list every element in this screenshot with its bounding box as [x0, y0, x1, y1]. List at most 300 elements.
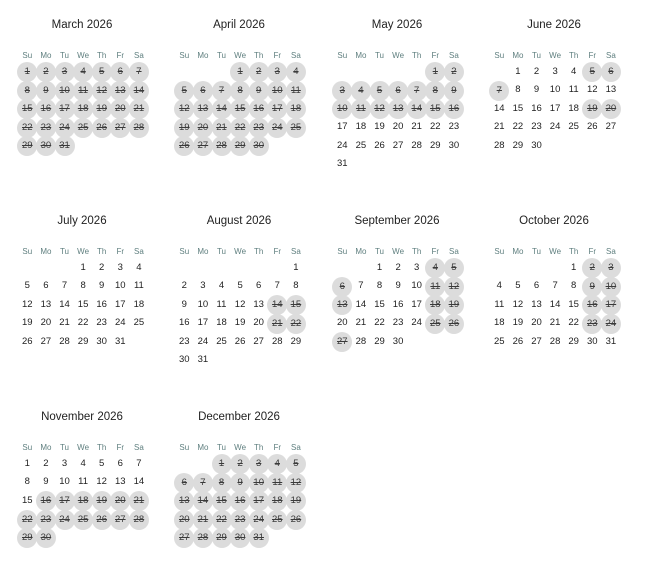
weekday-label: Tu — [374, 247, 384, 256]
month-calendar — [175, 213, 315, 383]
unavailable-day: 24 — [55, 118, 75, 138]
available-day[interactable]: 13 — [605, 84, 617, 96]
unavailable-day: 17 — [55, 491, 75, 511]
available-day[interactable]: 30 — [392, 335, 404, 347]
unavailable-day: 30 — [230, 528, 250, 548]
available-day[interactable]: 14 — [549, 298, 561, 310]
weekday-label: Tu — [216, 247, 226, 256]
month-calendar — [18, 17, 158, 187]
unavailable-day: 9 — [582, 277, 602, 297]
available-day[interactable]: 27 — [531, 335, 542, 347]
available-day[interactable]: 26 — [512, 335, 524, 347]
unavailable-day: 30 — [36, 136, 56, 156]
weekday-label: Tu — [374, 51, 384, 60]
unavailable-day: 27 — [332, 332, 352, 352]
available-day[interactable]: 14 — [59, 298, 70, 310]
available-day[interactable]: 1 — [515, 66, 521, 77]
weekday-label: Tu — [531, 247, 541, 256]
available-day[interactable]: 8 — [515, 84, 521, 96]
available-day[interactable]: 7 — [136, 458, 142, 469]
available-day[interactable]: 30 — [179, 354, 190, 365]
weekday-label: Mo — [40, 443, 52, 452]
unavailable-day: 20 — [601, 99, 621, 119]
unavailable-day: 28 — [129, 510, 149, 530]
available-day[interactable]: 2 — [99, 262, 105, 273]
unavailable-day: 14 — [193, 491, 213, 511]
available-day[interactable]: 18 — [494, 317, 505, 329]
month-title: July 2026 — [57, 215, 107, 227]
available-day[interactable]: 7 — [552, 280, 558, 292]
weekday-label: Fr — [273, 443, 282, 452]
weekday-label: Mo — [355, 51, 367, 60]
available-day[interactable]: 25 — [355, 139, 367, 151]
available-day[interactable]: 6 — [43, 280, 49, 292]
available-day[interactable]: 24 — [411, 317, 422, 329]
weekday-label: Su — [337, 51, 348, 60]
weekday-label: Su — [22, 51, 33, 60]
available-day[interactable]: 31 — [197, 354, 209, 365]
available-day[interactable]: 1 — [571, 262, 577, 273]
available-day[interactable]: 24 — [549, 121, 561, 133]
available-day[interactable]: 11 — [216, 298, 227, 310]
unavailable-day: 18 — [73, 491, 93, 511]
unavailable-day: 22 — [230, 118, 250, 138]
weekday-label: Mo — [197, 51, 209, 60]
available-day[interactable]: 20 — [531, 317, 542, 329]
available-day[interactable]: 7 — [358, 280, 364, 292]
available-day[interactable]: 9 — [395, 280, 401, 292]
unavailable-day: 27 — [174, 528, 194, 548]
available-day[interactable]: 22 — [430, 121, 441, 133]
month-title: September 2026 — [354, 215, 440, 227]
unavailable-day: 20 — [174, 510, 194, 530]
available-day[interactable]: 28 — [355, 335, 367, 347]
unavailable-day: 2 — [444, 62, 464, 82]
available-day[interactable]: 8 — [376, 280, 383, 292]
available-day[interactable]: 22 — [77, 317, 89, 329]
available-day[interactable]: 21 — [549, 317, 561, 329]
available-day[interactable]: 16 — [96, 298, 107, 310]
weekday-label: Fr — [431, 51, 440, 60]
weekday-label: Th — [97, 51, 107, 60]
available-day[interactable]: 13 — [531, 298, 542, 310]
available-day[interactable]: 10 — [197, 298, 209, 310]
month-calendar — [333, 17, 473, 187]
available-day[interactable]: 6 — [117, 458, 123, 469]
weekday-label: We — [77, 51, 90, 60]
weekday-label: Th — [412, 51, 422, 60]
available-day[interactable]: 17 — [337, 121, 348, 133]
month-calendar — [175, 409, 315, 579]
available-day[interactable]: 8 — [80, 280, 86, 292]
unavailable-day: 19 — [92, 99, 112, 119]
unavailable-day: 17 — [601, 295, 621, 315]
available-day[interactable]: 17 — [549, 102, 561, 114]
weekday-label: Fr — [116, 247, 125, 256]
available-day[interactable]: 6 — [256, 280, 262, 292]
available-day[interactable]: 25 — [568, 121, 579, 133]
available-day[interactable]: 28 — [59, 335, 70, 347]
unavailable-day: 21 — [129, 99, 149, 119]
available-day[interactable]: 23 — [392, 317, 404, 329]
weekday-label: Mo — [512, 247, 524, 256]
weekday-label: Fr — [273, 247, 282, 256]
available-day[interactable]: 30 — [531, 139, 542, 151]
available-day[interactable]: 13 — [115, 476, 126, 488]
unavailable-day: 1 — [17, 62, 37, 82]
unavailable-day: 15 — [230, 99, 250, 119]
unavailable-day: 28 — [212, 136, 232, 156]
available-day[interactable]: 10 — [59, 476, 70, 488]
unavailable-day: 1 — [212, 454, 232, 474]
available-day[interactable]: 15 — [77, 298, 89, 310]
weekday-label: Fr — [588, 247, 597, 256]
weekday-label: Tu — [59, 443, 69, 452]
unavailable-day: 1 — [425, 62, 445, 82]
available-day[interactable]: 3 — [552, 66, 558, 77]
available-day[interactable]: 4 — [218, 280, 225, 292]
available-day[interactable]: 2 — [533, 66, 540, 77]
available-day[interactable]: 23 — [179, 335, 190, 347]
unavailable-day: 27 — [110, 510, 130, 530]
available-day[interactable]: 9 — [99, 280, 105, 292]
weekday-label: Sa — [448, 51, 459, 60]
available-day[interactable]: 5 — [237, 280, 243, 292]
weekday-label: We — [77, 247, 90, 256]
available-day[interactable]: 28 — [272, 335, 283, 347]
unavailable-day: 6 — [174, 473, 194, 493]
unavailable-day: 3 — [332, 81, 352, 101]
available-day[interactable]: 17 — [411, 298, 422, 310]
available-day[interactable]: 9 — [43, 476, 49, 488]
available-day[interactable]: 6 — [533, 280, 540, 292]
unavailable-day: 6 — [193, 81, 213, 101]
unavailable-day: 8 — [212, 473, 232, 493]
unavailable-day: 16 — [582, 295, 602, 315]
available-day[interactable]: 5 — [24, 280, 30, 292]
month-calendar — [18, 409, 158, 579]
available-day[interactable]: 28 — [411, 139, 422, 151]
available-day[interactable]: 26 — [234, 335, 246, 347]
unavailable-day: 28 — [193, 528, 213, 548]
month-title: May 2026 — [371, 19, 423, 31]
unavailable-day: 16 — [36, 99, 56, 119]
available-day[interactable]: 12 — [234, 298, 246, 310]
available-day[interactable]: 9 — [181, 298, 187, 310]
available-day[interactable]: 4 — [136, 262, 142, 273]
weekday-label: We — [392, 247, 405, 256]
unavailable-day: 18 — [286, 99, 306, 119]
unavailable-day: 19 — [582, 99, 602, 119]
weekday-label: Sa — [290, 51, 301, 60]
available-day[interactable]: 20 — [40, 317, 52, 329]
available-day[interactable]: 11 — [133, 280, 144, 292]
unavailable-day: 11 — [267, 473, 287, 493]
available-day[interactable]: 28 — [494, 139, 505, 151]
unavailable-day: 6 — [601, 62, 621, 82]
unavailable-day: 21 — [193, 510, 213, 530]
available-day[interactable]: 29 — [568, 335, 579, 347]
available-day[interactable]: 12 — [22, 298, 33, 310]
unavailable-day: 28 — [129, 118, 149, 138]
unavailable-day: 26 — [286, 510, 306, 530]
month-title: June 2026 — [527, 19, 581, 31]
weekday-label: Su — [179, 247, 190, 256]
available-day[interactable]: 11 — [78, 476, 89, 488]
available-day[interactable]: 22 — [568, 317, 579, 329]
available-day[interactable]: 27 — [40, 335, 52, 347]
available-day[interactable]: 15 — [22, 494, 33, 506]
available-day[interactable]: 1 — [80, 262, 86, 273]
unavailable-day: 12 — [370, 99, 390, 119]
available-day[interactable]: 27 — [605, 121, 617, 133]
available-day[interactable]: 2 — [181, 280, 187, 292]
unavailable-day: 1 — [230, 62, 250, 82]
unavailable-day: 22 — [286, 314, 306, 334]
available-day[interactable]: 3 — [200, 280, 206, 292]
month-calendar — [18, 213, 158, 383]
unavailable-day: 15 — [17, 99, 37, 119]
available-day[interactable]: 31 — [115, 335, 126, 347]
available-day[interactable]: 2 — [43, 458, 49, 469]
unavailable-day: 5 — [286, 454, 306, 474]
available-day[interactable]: 10 — [115, 280, 126, 292]
available-day[interactable]: 5 — [99, 458, 105, 469]
available-day[interactable]: 29 — [374, 335, 385, 347]
available-day[interactable]: 4 — [80, 458, 86, 469]
available-day[interactable]: 18 — [216, 317, 227, 329]
unavailable-day: 16 — [249, 99, 269, 119]
available-day[interactable]: 18 — [568, 102, 579, 114]
available-day[interactable]: 26 — [374, 139, 385, 151]
available-day[interactable]: 23 — [96, 317, 107, 329]
weekday-label: Th — [254, 247, 264, 256]
available-day[interactable]: 30 — [587, 335, 598, 347]
available-day[interactable]: 10 — [411, 280, 422, 292]
available-day[interactable]: 17 — [115, 298, 126, 310]
available-day[interactable]: 20 — [337, 317, 348, 329]
available-day[interactable]: 25 — [133, 317, 145, 329]
available-day[interactable]: 14 — [133, 476, 145, 488]
unavailable-day: 17 — [267, 99, 287, 119]
available-day[interactable]: 21 — [355, 317, 367, 329]
available-day[interactable]: 19 — [22, 317, 33, 329]
weekday-label: Th — [97, 443, 107, 452]
unavailable-day: 22 — [212, 510, 232, 530]
available-day[interactable]: 17 — [197, 317, 209, 329]
unavailable-day: 16 — [36, 491, 56, 511]
available-day[interactable]: 11 — [494, 298, 505, 310]
available-day[interactable]: 29 — [77, 335, 89, 347]
available-day[interactable]: 30 — [448, 139, 460, 151]
available-day[interactable]: 16 — [179, 317, 190, 329]
available-day[interactable]: 23 — [531, 121, 542, 133]
available-day[interactable]: 13 — [40, 298, 52, 310]
available-day[interactable]: 13 — [253, 298, 264, 310]
available-day[interactable]: 20 — [392, 121, 404, 133]
available-day[interactable]: 12 — [96, 476, 107, 488]
available-day[interactable]: 9 — [533, 84, 540, 96]
unavailable-day: 21 — [129, 491, 149, 511]
available-day[interactable]: 19 — [234, 317, 246, 329]
unavailable-day: 3 — [601, 258, 621, 278]
month-title: December 2026 — [198, 411, 280, 423]
weekday-label: Mo — [40, 247, 52, 256]
available-day[interactable]: 26 — [587, 121, 598, 133]
unavailable-day: 3 — [267, 62, 287, 82]
weekday-label: Fr — [116, 51, 125, 60]
unavailable-day: 23 — [36, 118, 56, 138]
available-day[interactable]: 19 — [512, 317, 524, 329]
weekday-label: Sa — [133, 443, 144, 452]
unavailable-day: 29 — [230, 136, 250, 156]
weekday-label: Mo — [512, 51, 524, 60]
unavailable-day: 25 — [286, 118, 306, 138]
unavailable-day: 23 — [230, 510, 250, 530]
available-day[interactable]: 7 — [274, 280, 280, 292]
unavailable-day: 2 — [582, 258, 602, 278]
weekday-label: Su — [494, 51, 505, 60]
weekday-label: Th — [569, 247, 579, 256]
available-day[interactable]: 16 — [531, 102, 542, 114]
unavailable-day: 19 — [444, 295, 464, 315]
month-calendar — [175, 17, 315, 187]
unavailable-day: 18 — [73, 99, 93, 119]
available-day[interactable]: 25 — [216, 335, 227, 347]
available-day[interactable]: 27 — [392, 139, 404, 151]
available-day[interactable]: 19 — [374, 121, 385, 133]
available-day[interactable]: 22 — [374, 317, 385, 329]
unavailable-day: 4 — [73, 62, 93, 82]
available-day[interactable]: 2 — [395, 262, 401, 273]
unavailable-day: 4 — [425, 258, 445, 278]
unavailable-day: 23 — [36, 510, 56, 530]
unavailable-day: 15 — [286, 295, 306, 315]
unavailable-day: 2 — [230, 454, 250, 474]
available-day[interactable]: 3 — [61, 458, 68, 469]
unavailable-day: 2 — [36, 62, 56, 82]
available-day[interactable]: 10 — [549, 84, 561, 96]
available-day[interactable]: 16 — [392, 298, 404, 310]
weekday-label: Sa — [290, 247, 301, 256]
unavailable-day: 31 — [249, 528, 269, 548]
available-day[interactable]: 1 — [376, 262, 383, 273]
month-calendar — [490, 17, 630, 187]
unavailable-day: 13 — [174, 491, 194, 511]
available-day[interactable]: 22 — [512, 121, 524, 133]
available-day[interactable]: 27 — [253, 335, 264, 347]
unavailable-day: 22 — [17, 510, 37, 530]
available-day[interactable]: 1 — [293, 262, 299, 273]
unavailable-day: 10 — [249, 473, 269, 493]
available-day[interactable]: 31 — [337, 158, 348, 169]
available-day[interactable]: 8 — [293, 280, 299, 292]
weekday-label: Su — [337, 247, 348, 256]
available-day[interactable]: 28 — [549, 335, 561, 347]
unavailable-day: 6 — [110, 62, 130, 82]
available-day[interactable]: 15 — [374, 298, 385, 310]
unavailable-day: 9 — [230, 473, 250, 493]
unavailable-day: 18 — [425, 295, 445, 315]
available-day[interactable]: 7 — [61, 280, 68, 292]
available-day[interactable]: 18 — [133, 298, 145, 310]
available-day[interactable]: 30 — [96, 335, 107, 347]
unavailable-day: 29 — [17, 528, 37, 548]
available-day[interactable]: 12 — [512, 298, 524, 310]
unavailable-day: 10 — [332, 99, 352, 119]
available-day[interactable]: 24 — [337, 139, 348, 151]
available-day[interactable]: 12 — [587, 84, 598, 96]
available-day[interactable]: 11 — [568, 84, 579, 96]
weekday-label: Sa — [448, 247, 459, 256]
unavailable-day: 12 — [286, 473, 306, 493]
available-day[interactable]: 29 — [430, 139, 441, 151]
unavailable-day: 10 — [267, 81, 287, 101]
month-title: March 2026 — [51, 19, 113, 31]
unavailable-day: 2 — [249, 62, 269, 82]
available-day[interactable]: 21 — [59, 317, 70, 329]
available-day[interactable]: 14 — [355, 298, 367, 310]
unavailable-day: 27 — [110, 118, 130, 138]
weekday-label: Sa — [605, 247, 616, 256]
unavailable-day: 19 — [92, 491, 112, 511]
unavailable-day: 21 — [212, 118, 232, 138]
available-day[interactable]: 15 — [568, 298, 579, 310]
available-day[interactable]: 3 — [117, 262, 123, 273]
weekday-label: Sa — [133, 51, 144, 60]
available-day[interactable]: 20 — [253, 317, 264, 329]
available-day[interactable]: 24 — [115, 317, 126, 329]
unavailable-day: 20 — [193, 118, 213, 138]
unavailable-day: 7 — [489, 81, 509, 101]
unavailable-day: 6 — [332, 277, 352, 297]
month-calendar — [490, 213, 630, 383]
unavailable-day: 5 — [370, 81, 390, 101]
unavailable-day: 27 — [193, 136, 213, 156]
unavailable-day: 7 — [193, 473, 213, 493]
unavailable-day: 14 — [212, 99, 232, 119]
unavailable-day: 23 — [582, 314, 602, 334]
available-day[interactable]: 1 — [24, 458, 30, 469]
unavailable-day: 25 — [73, 510, 93, 530]
available-day[interactable]: 23 — [448, 121, 460, 133]
month-title: April 2026 — [213, 19, 265, 31]
available-day[interactable]: 26 — [22, 335, 33, 347]
available-day[interactable]: 3 — [414, 262, 420, 273]
available-day[interactable]: 25 — [494, 335, 505, 347]
available-day[interactable]: 8 — [24, 476, 30, 488]
available-day[interactable]: 4 — [496, 280, 502, 292]
unavailable-day: 17 — [55, 99, 75, 119]
available-day[interactable]: 21 — [411, 121, 422, 133]
available-day[interactable]: 24 — [197, 335, 209, 347]
unavailable-day: 17 — [249, 491, 269, 511]
weekday-label: Tu — [531, 51, 541, 60]
available-day[interactable]: 29 — [512, 139, 524, 151]
unavailable-day: 30 — [249, 136, 269, 156]
unavailable-day: 12 — [444, 277, 464, 297]
available-day[interactable]: 5 — [515, 280, 521, 292]
available-day[interactable]: 14 — [494, 102, 505, 114]
available-day[interactable]: 8 — [571, 280, 577, 292]
available-day[interactable]: 31 — [605, 335, 617, 347]
available-day[interactable]: 15 — [512, 102, 524, 114]
available-day[interactable]: 4 — [571, 66, 577, 77]
unavailable-day: 19 — [286, 491, 306, 511]
available-day[interactable]: 21 — [494, 121, 505, 133]
available-day[interactable]: 29 — [290, 335, 302, 347]
available-day[interactable]: 18 — [355, 121, 367, 133]
